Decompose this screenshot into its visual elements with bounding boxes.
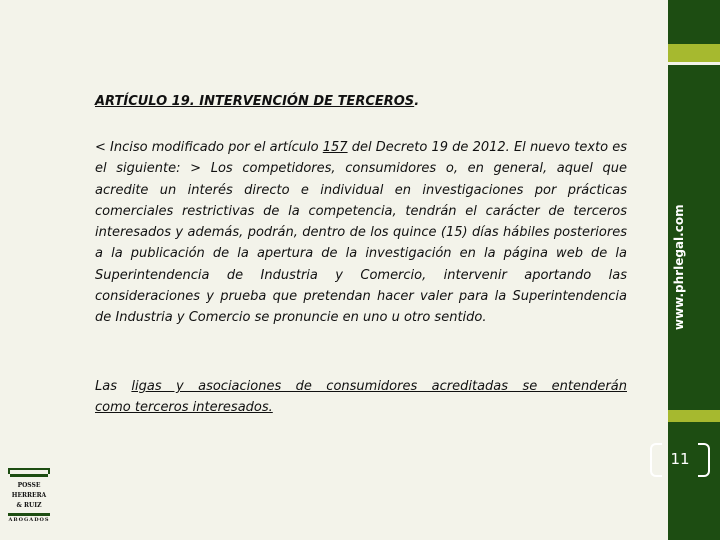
second-paragraph-lead: Las (95, 379, 132, 394)
body-after-ref: del Decreto 19 de 2012. El nuevo texto es el siguiente: > Los competidores, consumidores o, en general, aquel que acredite un interés directo e individual en investigaciones por prácticas comerciales restrictivas de la competencia, tendrán el carácter de terceros interesados y además, podrán, dentro de los quince (15) días hábiles posteriores a la publicación de la apertura de la investigación en la página web de la Superintendencia de Industria y Comercio, intervenir aportando las consideraciones y prueba que pretendan hacer valer para la Superintendencia de Industria y Comercio se pronuncie en uno u otro sentido. (95, 140, 628, 326)
body-before-ref: < Inciso modificado por el artículo (95, 140, 323, 155)
second-paragraph-underlined-1: ligas y asociaciones de consumidores acreditadas se entenderán (131, 379, 627, 394)
logo-frame-bar (10, 474, 48, 477)
logo-line-2: HERRERA (11, 492, 47, 499)
article-reference-link[interactable]: 157 (322, 140, 348, 155)
logo-line-4: ABOGADOS (8, 517, 50, 523)
logo-frame-bottom (8, 513, 50, 516)
second-paragraph-underlined-2: como terceros interesados. (95, 400, 273, 415)
article-title-period: . (414, 94, 420, 109)
bar-stripe-top (668, 0, 720, 44)
logo-line-1: POSSE (17, 482, 41, 489)
article-body (95, 137, 627, 329)
logo-line-3: & RUIZ (16, 502, 42, 509)
article-title-underlined: ARTÍCULO 19. INTERVENCIÓN DE TERCEROS (95, 94, 415, 109)
second-paragraph-line1 (95, 376, 627, 397)
firm-logo (8, 468, 50, 524)
website-url[interactable]: www.phrlegal.com (672, 204, 686, 330)
bar-stripe-lime (668, 44, 720, 62)
page-number-box (648, 443, 712, 475)
page-number: 11 (670, 450, 690, 468)
bar-stripe-lime-bottom (668, 410, 720, 422)
article-title (95, 94, 635, 109)
